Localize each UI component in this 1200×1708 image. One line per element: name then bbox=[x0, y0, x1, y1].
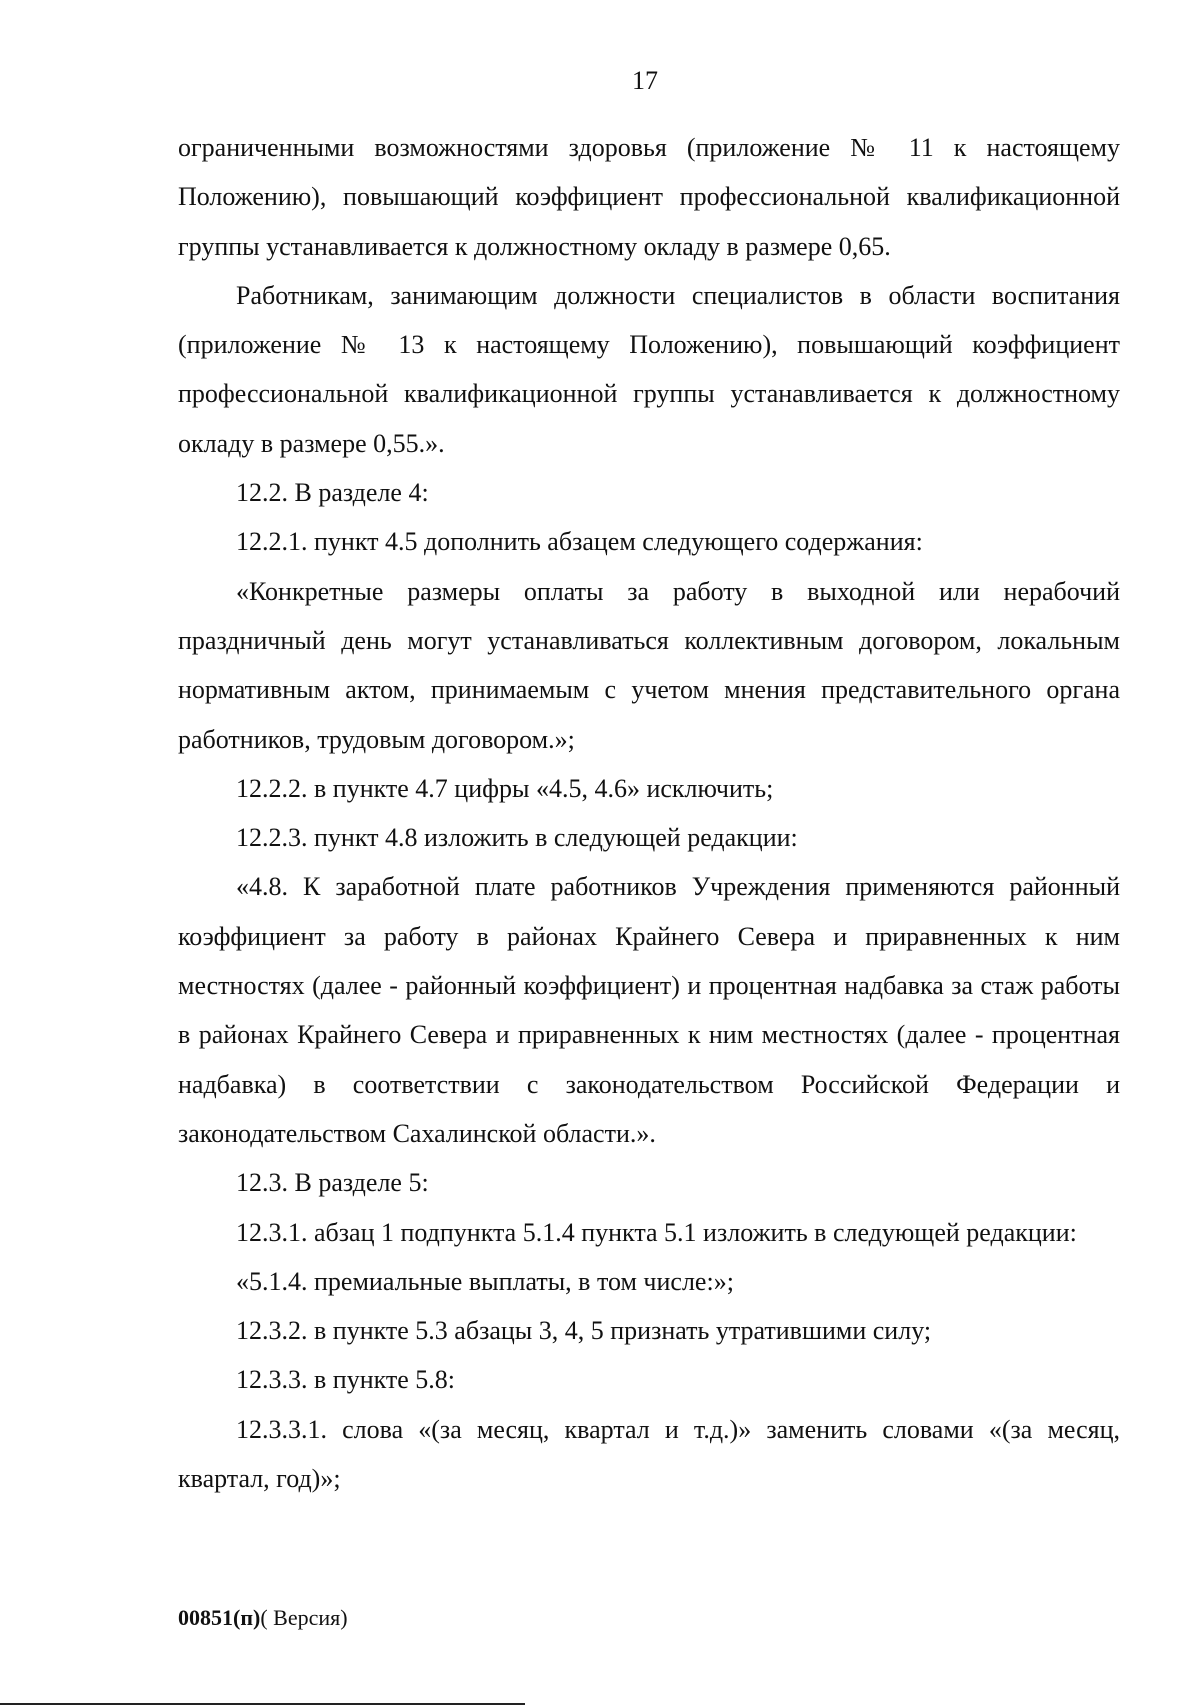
page-number: 17 bbox=[632, 66, 658, 95]
paragraph: 12.3.1. абзац 1 подпункта 5.1.4 пункта 5.1 изложить в следующей редакции: bbox=[236, 1217, 1077, 1247]
section-heading: 12.3. В разделе 5: bbox=[236, 1168, 429, 1198]
paragraph: 12.2.3. пункт 4.8 изложить в следующей редакции: bbox=[236, 823, 798, 853]
quoted-paragraph: «4.8. К заработной плате работников Учреждения применяются районный коэффициент за работу в районах Крайнего Севера и приравненных к ним местностях (далее - районный коэффициент) и процентная надбавка за стаж работы в районах Крайнего Севера и приравненных к ним местностях (далее - процентная надбавка) в соответствии с законодательством Российской Федерации и законодательством Сахалинской области.». bbox=[178, 872, 1120, 1148]
document-version: ( Версия) bbox=[260, 1605, 348, 1630]
document-body bbox=[178, 123, 1120, 1503]
paragraph: 12.2.2. в пункте 4.7 цифры «4.5, 4.6» исключить; bbox=[236, 773, 774, 803]
quoted-paragraph: «Конкретные размеры оплаты за работу в выходной или нерабочий праздничный день могут устанавливаться коллективным договором, локальным нормативным актом, принимаемым с учетом мнения представительного органа работников, трудовым договором.»; bbox=[178, 576, 1120, 754]
paragraph: 12.3.3.1. слова «(за месяц, квартал и т.д.)» заменить словами «(за месяц, квартал, год)»; bbox=[178, 1414, 1120, 1494]
paragraph: ограниченными возможностями здоровья (приложение № 11 к настоящему Положению), повышающий коэффициент профессиональной квалификационной группы устанавливается к должностному окладу в размере 0,65. bbox=[178, 133, 1120, 261]
paragraph: 12.3.2. в пункте 5.3 абзацы 3, 4, 5 признать утратившими силу; bbox=[236, 1316, 932, 1346]
quoted-paragraph: «5.1.4. премиальные выплаты, в том числе:»; bbox=[236, 1266, 734, 1296]
footer-document-code bbox=[178, 1605, 348, 1631]
paragraph: 12.3.3. в пункте 5.8: bbox=[236, 1365, 456, 1395]
paragraph: Работникам, занимающим должности специалистов в области воспитания (приложение № 13 к настоящему Положению), повышающий коэффициент профессиональной квалификационной группы устанавливается к должностному окладу в размере 0,55.». bbox=[178, 280, 1120, 458]
document-code: 00851(п) bbox=[178, 1605, 261, 1630]
bottom-divider bbox=[0, 1703, 525, 1705]
paragraph: 12.2.1. пункт 4.5 дополнить абзацем следующего содержания: bbox=[236, 527, 923, 557]
section-heading: 12.2. В разделе 4: bbox=[236, 478, 429, 508]
